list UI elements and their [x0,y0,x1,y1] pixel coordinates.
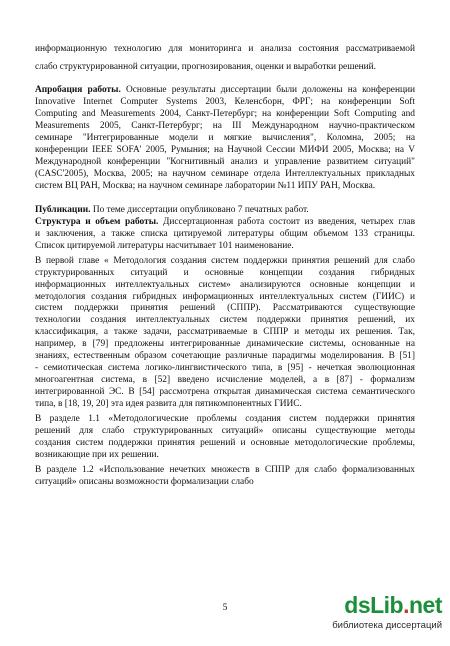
text-line [35,145,415,156]
line-text: информационных интеллектуальных систем» анализируются основные концепции и [35,280,415,290]
text-line [35,303,415,314]
line-text: В разделе 1.1 «Методологические проблемы создания систем поддержки принятия [35,414,415,424]
text-line [35,62,415,73]
line-text: ситуаций» описаны возможности формализации слабо [35,477,254,487]
text-line [35,465,415,476]
text-line [35,217,415,228]
watermark-logo [344,592,442,618]
watermark-logo-tld: net [409,592,442,618]
text-line [35,292,415,303]
line-text: структурированных ситуаций и основные концепции создания гибридных [35,268,415,278]
text-line [35,426,415,437]
text-line [35,44,415,55]
line-text: информационную технологию для мониторинга и анализа состояния рассматриваемой [35,44,415,54]
line-text: конференции IEEE SOFA' 2005, Румыния; на Научной Сессии МИФИ 2005, Москва; на V [35,145,415,155]
text-line [35,280,415,291]
text-line [35,351,415,362]
line-text: Measurements 2005, Санкт-Петербург; на III Международном научно-практическом [35,121,415,131]
line-text: систем поддержки принятия решений (СППР). Рассматриваются существующие [35,303,415,313]
text-line [35,414,415,425]
line-text: Computing and Measurements 2004, Санкт-Петербург; на конференции Soft Computing and [35,109,415,119]
watermark-logo-dot: . [403,592,409,618]
text-line [35,387,415,398]
text-line [35,169,415,180]
text-line [35,375,415,386]
line-text: знаниях, естественным образом сочетающие различные парадигмы моделирования. В [51] [35,351,415,361]
line-text: и заключения, а также списка цитируемой литературы общим объемом 133 страницы. [35,229,415,239]
text-line [35,268,415,279]
section-lead: Публикации. [35,205,91,215]
line-text: - семиотическая система логико-лингвистического типа, в [95] - нечеткая эволюционная [35,363,415,373]
line-text: В разделе 1.2 «Использование нечетких множеств в СППР для слабо формализованных [35,465,415,475]
page-number: 5 [222,603,228,613]
text-line [35,399,415,410]
line-text: методология создания гибридных информационных интеллектуальных систем (ГИИС) и [35,292,415,302]
line-text: Список цитируемой литературы насчитывает 101 наименование. [35,241,294,251]
line-text: классификация, а также задачи, рассматриваемые в СППР и методы их решения. Так, [35,327,415,337]
line-text: слабо структурированной ситуации, прогнозирования, оценки и выработки решений. [35,62,376,72]
section-lead: Апробация работы. [35,85,121,95]
text-line [35,315,415,326]
line-text: решений для слабо структурированных ситуаций» описаны существующие методы [35,426,415,436]
text-line [35,363,415,374]
line-text: создания систем поддержки принятия решений и основные методологические проблемы, [35,438,415,448]
text-line [35,97,415,108]
section-lead: Структура и объем работы. [35,217,159,227]
line-text: (CASC'2005), Москва, 2005; на научном семинаре отдела Интеллектуальных прикладных [35,169,415,179]
line-text: технологии создания интеллектуальных систем поддержки принятия решений, их [35,315,415,325]
line-text: Innovative Internet Computer Systems 2003, Келенсборн, ФРГ; на конференции Soft [35,97,415,107]
text-line [35,181,415,192]
line-text: типа, в [18, 19, 20] эта идея развита для пятикомпонентных ГИИС. [35,399,302,409]
text-line [35,241,415,252]
text-line [35,157,415,168]
text-line [35,229,415,240]
text-line [35,133,415,144]
line-text: интегрированной ЭС. В [54] рассмотрена открытая динамическая система семантического [35,387,415,397]
line-text: возникающие при их решении. [35,450,159,460]
text-line [35,109,415,120]
watermark-subtitle: библиотека диссертаций [332,620,442,631]
line-text: например, в [79] предложены интегрированные динамические системы, основанные на [35,339,415,349]
text-line [35,256,415,267]
text-line [35,339,415,350]
text-line [35,85,415,96]
text-line [35,205,415,216]
text-line [35,450,415,461]
text-line [35,438,415,449]
line-text: семинаре "Интегрированные модели и мягкие вычисления", Коломна, 2005; на [35,133,415,143]
text-line [35,477,415,488]
line-text: Основные результаты диссертации были доложены на конференции [120,85,415,95]
watermark-logo-main: dsLib [344,592,404,618]
line-text: многоагентная система, в [52] введено исчисление моделей, а в [87] - формализм [35,375,415,385]
watermark [310,592,442,640]
line-text: систем ВЦ РАН, Москва; на научном семинаре лаборатории №11 ИПУ РАН, Москва. [35,181,376,191]
line-text: В первой главе « Методология создания систем поддержки принятия решений для слабо [35,256,415,266]
text-line [35,327,415,338]
line-text: По теме диссертации опубликовано 7 печатных работ. [90,205,309,215]
line-text: Международной конференции "Когнитивный анализ и управление развитием ситуаций" [35,157,415,167]
text-line [35,121,415,132]
line-text: Диссертационная работа состоит из введения, четырех глав [158,217,415,227]
